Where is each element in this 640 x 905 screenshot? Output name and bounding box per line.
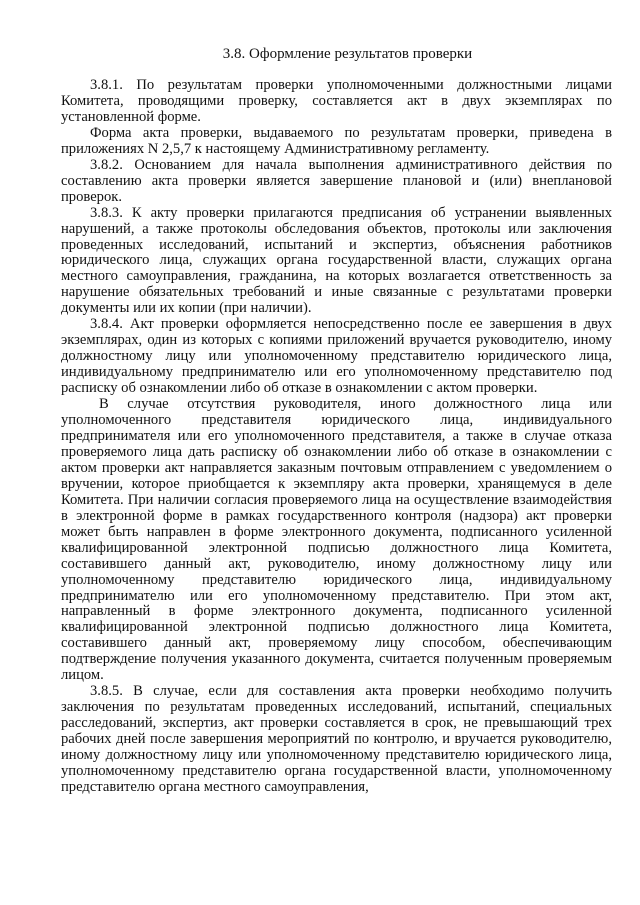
paragraph-act-form: Форма акта проверки, выдаваемого по результатам проверки, приведена в приложениях N 2,5,7 к настоящему Административному регламенту. — [61, 124, 612, 157]
paragraph-3-8-4: 3.8.4. Акт проверки оформляется непосредственно после ее завершения в двух экземплярах, один из которых с копиями приложений вручается руководителю, иному должностному лицу или уполномоченному представителю юридического лица, индивидуальному предпринимателю или его уполномоченному представителю под расписку об ознакомлении либо об отказе в ознакомлении с актом проверки. — [61, 316, 612, 397]
paragraph-3-8-2: 3.8.2. Основанием для начала выполнения административного действия по составлению акта проверки является завершение плановой и (или) внеплановой проверок. — [61, 156, 612, 205]
paragraph-3-8-3: 3.8.3. К акту проверки прилагаются предписания об устранении выявленных нарушений, а также протоколы обследования объектов, протоколы или заключения проведенных исследований, испытаний и экспертиз, объяснения работников юридического лица, служащих органа государственной власти, служащих органа местного самоуправления, гражданина, на которых возлагается ответственность за нарушение обязательных требований и иные связанные с результатами проверки документы или их копии (при наличии). — [61, 204, 612, 317]
section-heading: 3.8. Оформление результатов проверки — [222, 46, 473, 62]
paragraph-3-8-5: 3.8.5. В случае, если для составления акта проверки необходимо получить заключения по результатам проведенных исследований, испытаний, специальных расследований, экспертиз, акт проверки составляется в срок, не превышающий трех рабочих дней после завершения мероприятий по контролю, и вручается руководителю, иному должностному лицу или уполномоченному представителю юридического лица, уполномоченному представителю органа государственной власти, уполномоченному представителю органа местного самоуправления, — [61, 683, 612, 795]
paragraph-3-8-1: 3.8.1. По результатам проверки уполномоченными должностными лицами Комитета, проводящими проверку, составляется акт в двух экземплярах по установленной форме. — [61, 77, 612, 125]
paragraph-absence-case: В случае отсутствия руководителя, иного должностного лица или уполномоченного представителя юридического лица, индивидуального предпринимателя или его уполномоченного представителя, а также в случае отказа проверяемого лица дать расписку об ознакомлении либо об отказе в ознакомлении с актом проверки акт направляется заказным почтовым отправлением с уведомлением о вручении, которое приобщается к экземпляру акта проверки, хранящемуся в деле Комитета. При наличии согласия проверяемого лица на осуществление взаимодействия в электронной форме в рамках государственного контроля (надзора) акт проверки может быть направлен в форме электронного документа, подписанного усиленной квалифицированной электронной подписью должностного лица Комитета, составившего данный акт, руководителю, иному должностному лицу или уполномоченному представителю юридического лица, индивидуальному предпринимателю или его уполномоченному представителю. При этом акт, направленный в форме электронного документа, подписанного усиленной квалифицированной электронной подписью должностного лица Комитета, составившего данный акт, проверяемому лицу способом, обеспечивающим подтверждение получения указанного документа, считается полученным проверяемым лицом. — [61, 396, 612, 684]
